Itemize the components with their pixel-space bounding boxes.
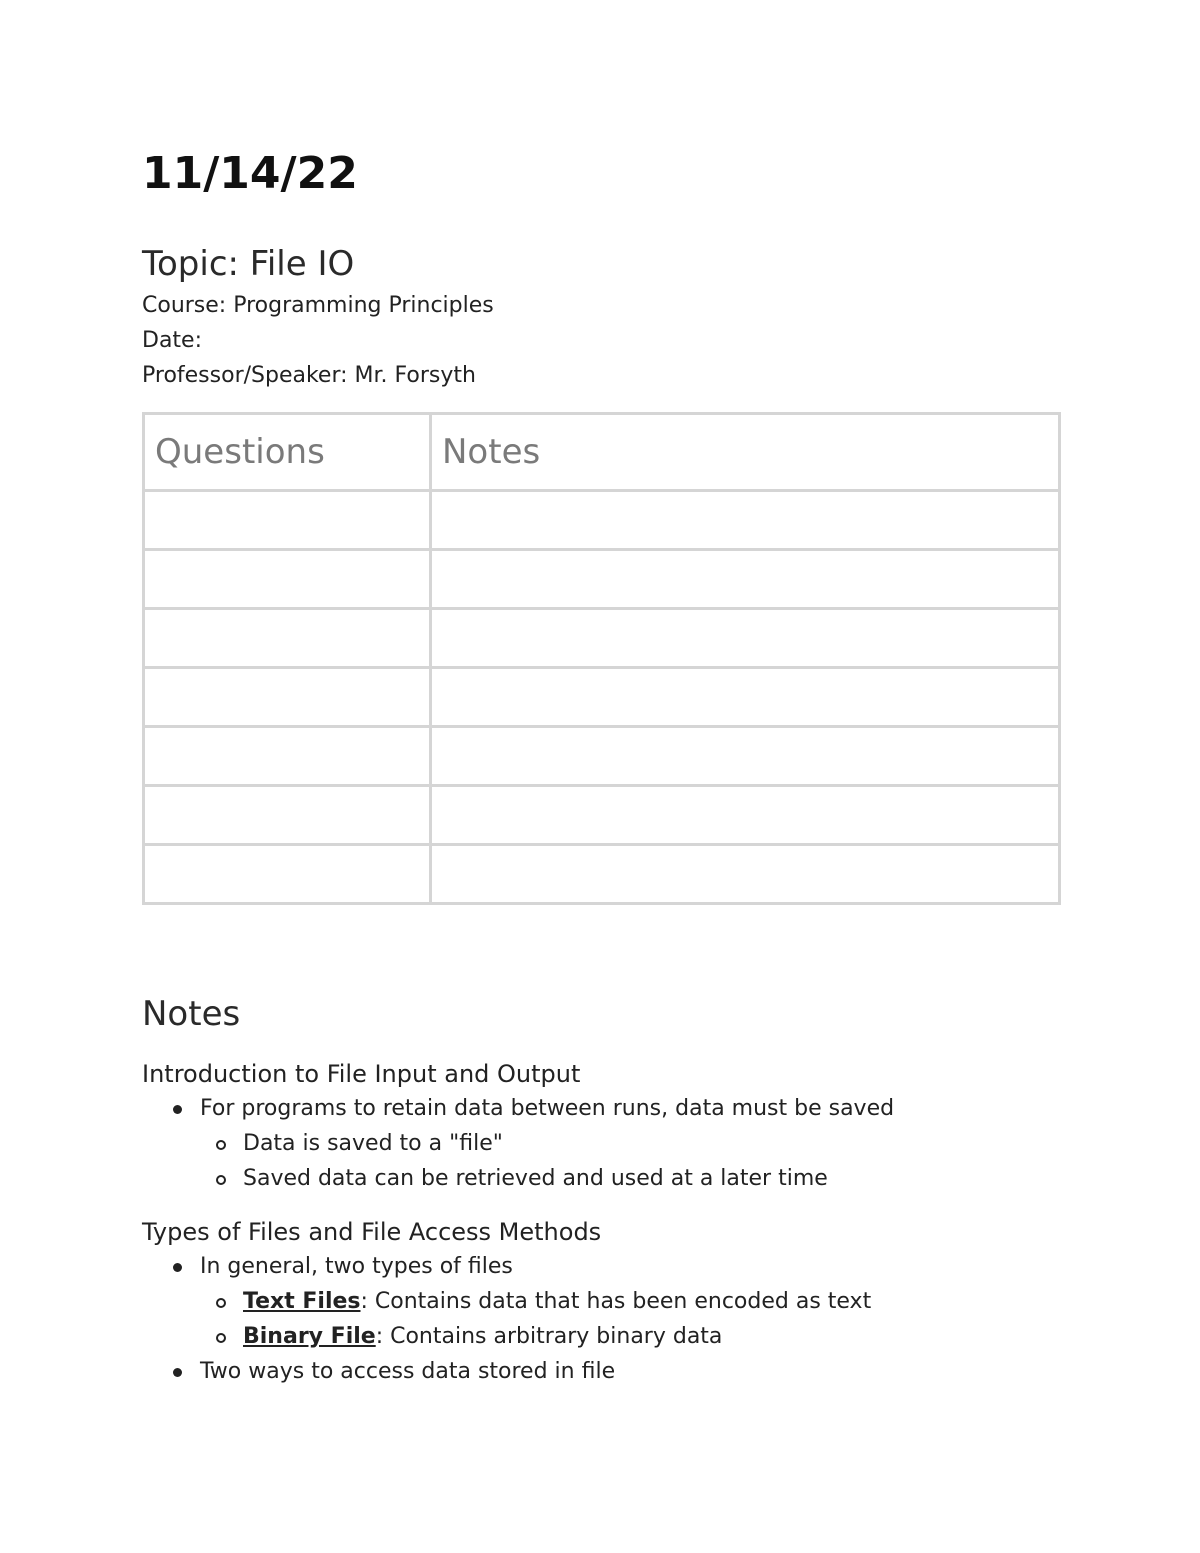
note-cell[interactable]	[431, 550, 1060, 609]
list-item	[243, 1289, 871, 1314]
table-row	[144, 668, 1060, 727]
table-row	[144, 491, 1060, 550]
note-cell[interactable]	[431, 845, 1060, 904]
table-row	[144, 609, 1060, 668]
list-item: Data is saved to a "file"	[243, 1131, 503, 1156]
bullet-circle-icon	[216, 1140, 226, 1150]
list-item: For programs to retain data between runs, data must be saved	[200, 1096, 895, 1121]
question-cell[interactable]	[144, 786, 431, 845]
professor-line: Professor/Speaker: Mr. Forsyth	[142, 363, 476, 388]
date-line: Date:	[142, 328, 202, 353]
question-cell[interactable]	[144, 491, 431, 550]
bullet-disc-icon	[173, 1105, 182, 1114]
list-item	[243, 1324, 722, 1349]
table-row	[144, 845, 1060, 904]
course-line: Course: Programming Principles	[142, 293, 494, 318]
notes-column-header: Notes	[431, 414, 1060, 491]
questions-column-header: Questions	[144, 414, 431, 491]
term-binary-file: Binary File	[243, 1324, 376, 1349]
list-item: Saved data can be retrieved and used at a later time	[243, 1166, 828, 1191]
cornell-notes-table	[142, 412, 1061, 905]
table-row	[144, 786, 1060, 845]
list-item: In general, two types of files	[200, 1254, 513, 1279]
term-text-files: Text Files	[243, 1289, 361, 1314]
list-item: Two ways to access data stored in file	[200, 1359, 616, 1384]
bullet-disc-icon	[173, 1368, 182, 1377]
note-cell[interactable]	[431, 609, 1060, 668]
note-cell[interactable]	[431, 668, 1060, 727]
note-cell[interactable]	[431, 727, 1060, 786]
bullet-circle-icon	[216, 1175, 226, 1185]
table-row	[144, 550, 1060, 609]
definition-text: : Contains data that has been encoded as text	[360, 1289, 872, 1314]
table-header-row	[144, 414, 1060, 491]
note-cell[interactable]	[431, 491, 1060, 550]
question-cell[interactable]	[144, 668, 431, 727]
question-cell[interactable]	[144, 550, 431, 609]
page-title-date: 11/14/22	[142, 148, 358, 199]
section-heading-intro: Introduction to File Input and Output	[142, 1060, 581, 1088]
question-cell[interactable]	[144, 845, 431, 904]
note-cell[interactable]	[431, 786, 1060, 845]
table-row	[144, 727, 1060, 786]
question-cell[interactable]	[144, 609, 431, 668]
bullet-circle-icon	[216, 1298, 226, 1308]
section-heading-file-types: Types of Files and File Access Methods	[142, 1218, 602, 1246]
question-cell[interactable]	[144, 727, 431, 786]
notes-heading: Notes	[142, 994, 241, 1034]
bullet-circle-icon	[216, 1333, 226, 1343]
bullet-disc-icon	[173, 1263, 182, 1272]
definition-text: : Contains arbitrary binary data	[375, 1324, 723, 1349]
topic-line: Topic: File IO	[142, 244, 355, 284]
